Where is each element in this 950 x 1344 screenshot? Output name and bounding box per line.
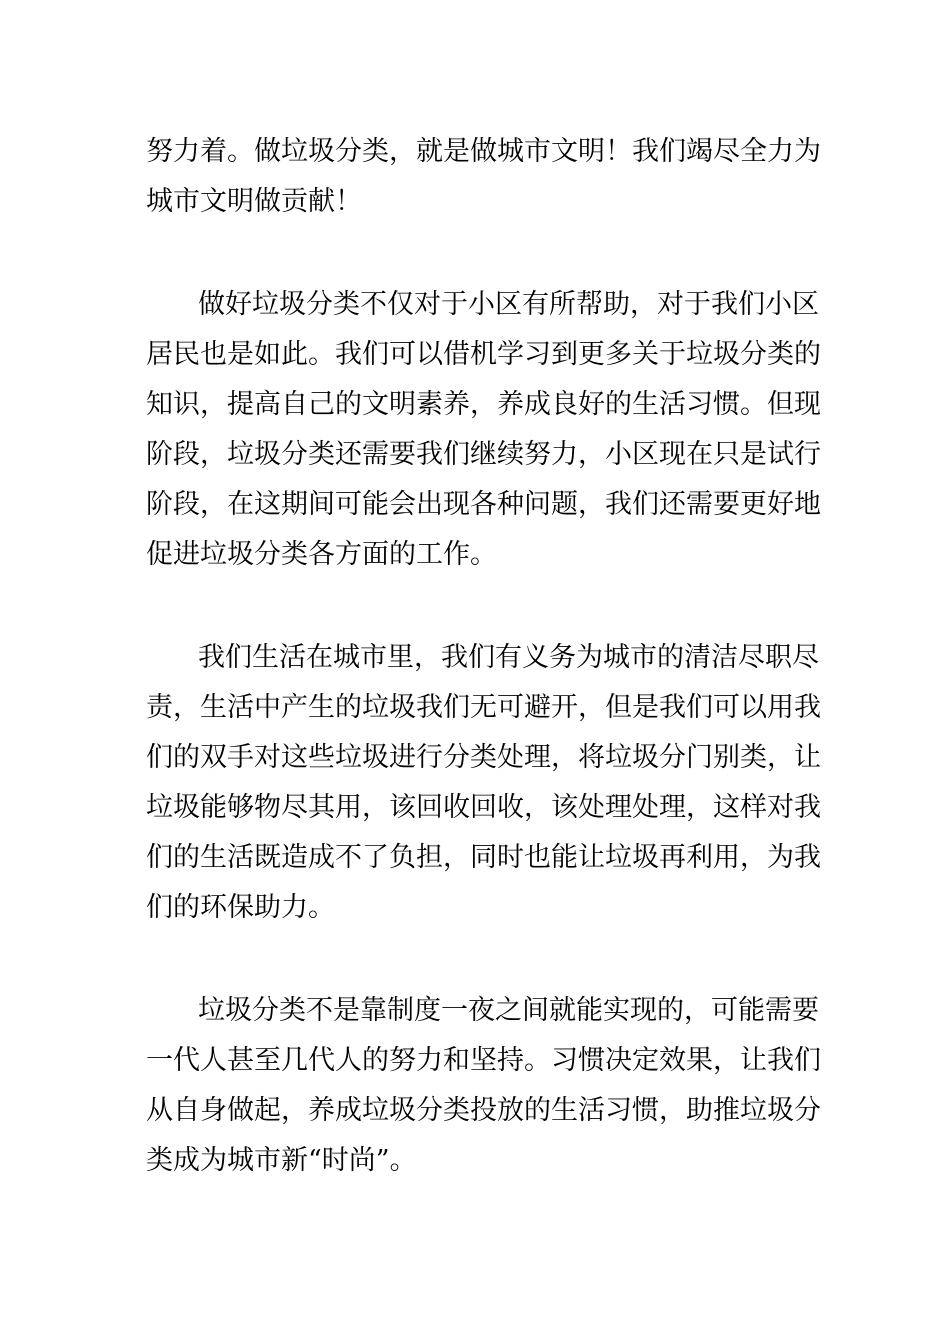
- text-line: 们的双手对这些垃圾进行分类处理，将垃圾分门别类，让: [146, 742, 821, 773]
- text-line: 城市文明做贡献！: [146, 186, 362, 217]
- paragraph: [146, 633, 821, 933]
- text-line: 阶段，在这期间可能会出现各种问题，我们还需要更好地: [146, 489, 821, 520]
- text-line: 一代人甚至几代人的努力和坚持。习惯决定效果，让我们: [146, 1045, 821, 1076]
- body-text: [146, 127, 821, 1239]
- text-line: 责，生活中产生的垃圾我们无可避开，但是我们可以用我: [146, 692, 821, 723]
- text-line: 居民也是如此。我们可以借机学习到更多关于垃圾分类的: [146, 339, 821, 370]
- text-line: 阶段，垃圾分类还需要我们继续努力，小区现在只是试行: [146, 439, 821, 470]
- paragraph: [146, 986, 821, 1186]
- text-line: 们的环保助力。: [146, 892, 335, 923]
- text-line: 努力着。做垃圾分类，就是做城市文明！我们竭尽全力为: [146, 136, 821, 167]
- text-line: 从自身做起，养成垃圾分类投放的生活习惯，助推垃圾分: [146, 1095, 821, 1126]
- text-line: 做好垃圾分类不仅对于小区有所帮助，对于我们小区: [198, 289, 819, 320]
- paragraph: [146, 280, 821, 580]
- paragraph-continued: [146, 127, 821, 227]
- text-line: 垃圾能够物尽其用，该回收回收，该处理处理，这样对我: [146, 792, 821, 823]
- text-line: 们的生活既造成不了负担，同时也能让垃圾再利用，为我: [146, 842, 821, 873]
- text-line: 类成为城市新“时尚”。: [146, 1145, 417, 1176]
- text-line: 垃圾分类不是靠制度一夜之间就能实现的，可能需要: [198, 995, 819, 1026]
- text-line: 促进垃圾分类各方面的工作。: [146, 539, 497, 570]
- text-line: 知识，提高自己的文明素养，养成良好的生活习惯。但现: [146, 389, 821, 420]
- text-line: 我们生活在城市里，我们有义务为城市的清洁尽职尽: [198, 642, 819, 673]
